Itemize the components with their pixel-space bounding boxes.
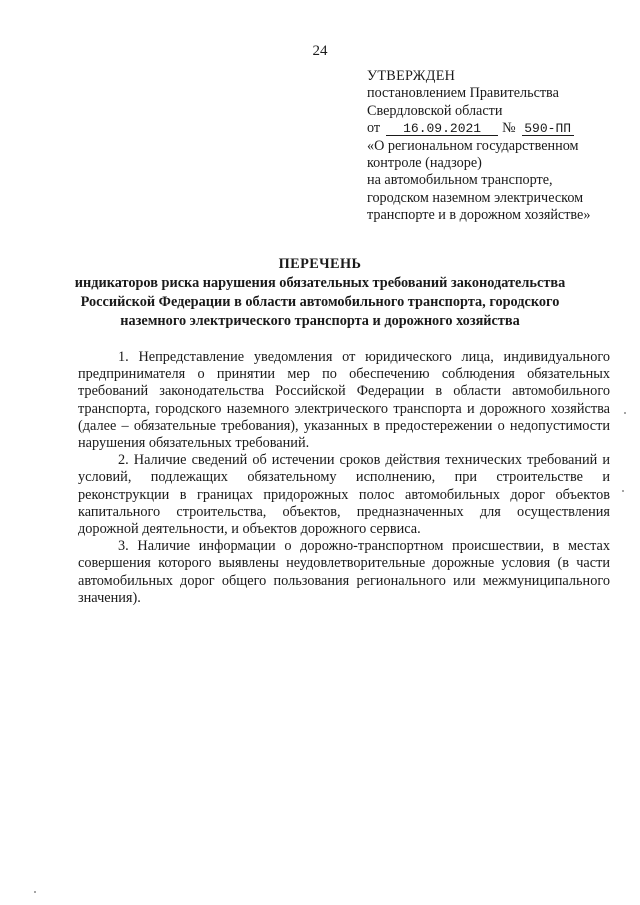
indicator-item-2: 2. Наличие сведений об истечении сроков действия технических требований и условий, подлежащих обязательному исполнению, при строительстве и реконструкции в границах придорожных полос автомобильных дорог объектов капитального строительства, объектов, предназначенных для осуществления дорожной деятельности, и объектов дорожного сервиса. [78, 452, 610, 538]
indicator-list [78, 349, 610, 607]
approval-line-1: постановлением Правительства [367, 85, 559, 102]
approval-date-line [367, 120, 617, 137]
approval-ref-line-2: контроле (надзоре) [367, 155, 482, 172]
subtitle-line-3: наземного электрического транспорта и дорожного хозяйства [120, 313, 520, 329]
scan-speck [622, 490, 624, 492]
subtitle-line-2: Российской Федерации в области автомобильного транспорта, городского [80, 294, 560, 310]
indicator-item-1: 1. Непредставление уведомления от юридического лица, индивидуального предпринимателя о принятии мер по обеспечению соблюдения обязательных требований законодательства Российской Федерации в области автомобильного транспорта, городского наземного электрического транспорта и дорожного хозяйства (далее – обязательные требования), указанных в предостережении о недопустимости нарушения обязательных требований. [78, 349, 610, 452]
approval-block [367, 68, 617, 225]
approval-date: 16.09.2021 [386, 122, 498, 136]
approval-ref-line-1: «О региональном государственном [367, 137, 579, 154]
scan-speck [34, 891, 36, 893]
subtitle-line-1: индикаторов риска нарушения обязательных требований законодательства [74, 275, 566, 291]
approval-line-2: Свердловской области [367, 102, 503, 119]
number-sign: № [502, 120, 516, 137]
indicator-item-3: 3. Наличие информации о дорожно-транспортном происшествии, в местах совершения которого выявлены неудовлетворительные дорожные условия (в части автомобильных дорог общего пользования регионального или межмуниципального значения). [78, 538, 610, 606]
date-prefix: от [367, 120, 381, 137]
document-heading [0, 255, 640, 331]
scan-speck [624, 412, 626, 414]
approval-ref-line-4: городском наземном электрическом [367, 189, 584, 206]
approval-ref-line-3: на автомобильном транспорте, [367, 172, 553, 189]
approval-heading: УТВЕРЖДЕН [367, 68, 456, 84]
approval-number: 590-ПП [522, 122, 574, 136]
approval-ref-line-5: транспорте и в дорожном хозяйстве» [367, 207, 591, 224]
page-number: 24 [312, 43, 328, 59]
document-title: ПЕРЕЧЕНЬ [278, 256, 362, 272]
